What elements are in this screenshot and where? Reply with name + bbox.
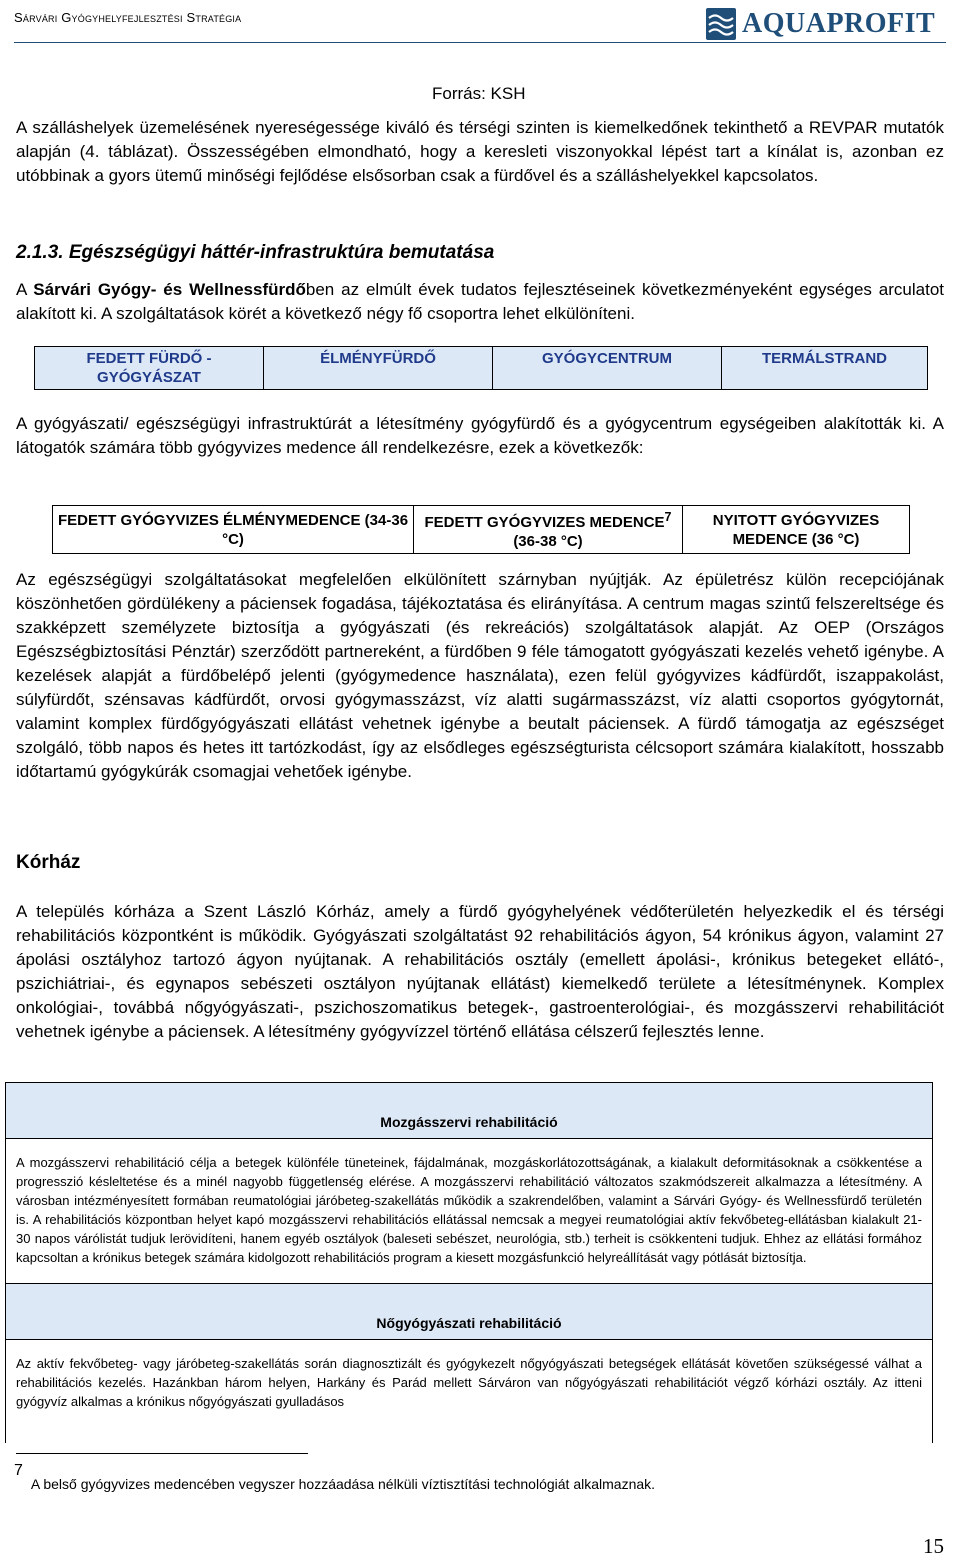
pool-cell bbox=[414, 506, 683, 554]
aquaprofit-logo bbox=[706, 4, 946, 44]
box-section-text: A mozgásszervi rehabilitáció célja a betegek különféle tüneteinek, fájdalmának, mozgáskorlátozottságának, a kialakult deformitásoknak a csökkentése a progresszió késleltetése és a minél nagyobb függetlenség elérése. A mozgásszervi rehabilitáció változatos szakmódszereit alkalmazza a létesítmény. A városban intézményesített formában reumatológiai járóbeteg-szakellátás működik a szakrendelőben, valamint a Sárvári Gyógy- és Wellnessfürdő területén is. A rehabilitációs központban helyet kapó mozgásszervi rehabilitációs ellátással nemcsak a megyei reumatológiai aktív fekvőbeteg-ellátásban kialakult 21-30 napos várólistát tudjuk lerövidíteni, hanem egyéb osztályok (baleseti sebészet, neurológia, stb.) terheit is csökkenteni tudjuk. Ehhez az ellátási formához kapcsoltan a krónikus betegek számára kidolgozott rehabilitációs program a kiesett mozgásfunkció helyreállítását vagy pótlását biztosítja. bbox=[6, 1139, 932, 1284]
footnote bbox=[14, 1462, 656, 1492]
box-section-title: Nőgyógyászati rehabilitáció bbox=[6, 1284, 932, 1340]
pool-name: FEDETT GYÓGYVIZES MEDENCE bbox=[424, 514, 665, 531]
hospital-heading: Kórház bbox=[16, 852, 81, 873]
paragraph-pools-intro: A gyógyászati/ egészségügyi infrastruktúrát a létesítmény gyógyfürdő és a gyógycentrum egységeiben alakították ki. A látogatók számára több gyógyvizes medence áll rendelkezésre, ezek a következők: bbox=[16, 414, 944, 457]
category-cell: ÉLMÉNYFÜRDŐ bbox=[264, 347, 493, 390]
footnote-number: 7 bbox=[14, 1462, 23, 1479]
category-cell: GYÓGYCENTRUM bbox=[493, 347, 722, 390]
box-section-text: Az aktív fekvőbeteg- vagy járóbeteg-szakellátás során diagnosztizált és gyógykezelt nőgyógyászati betegségek ellátását követően szükségessé válhat a rehabilitációs kezelés. Hazánkban három helyen, Harkány és Parád mellett Sárváron van nőgyógyászati rehabilitációt végző kórházi osztály. Az itteni gyógyvíz alkalmas a krónikus nőgyógyászati gyulladásos bbox=[16, 1356, 922, 1409]
paragraph-hospital: A település kórháza a Szent László Kórház, amely a fürdő gyógyhelyének védőterületén helyezkedik el és térségi rehabilitációs központként is működik. Gyógyászati szolgáltatást 92 rehabilitációs ágyon, 54 krónikus ágyon, valamint 27 ápolási osztályhoz tartozó ágyon nyújtanak. A rehabilitációs osztály (emellett ápolási-, krónikus betegeket ellátó-, pszichiátriai-, és egynapos sebészeti osztályon nyújtanak ellátást) kiemelkedő területe a létesítménynek. Komplex onkológiai-, továbbá nőgyógyászati-, pszichoszomatikus betegek-, gastroenterológiai-, és mozgásszervi rehabilitációt vehetnek igénybe a páciensek. A létesítmény gyógyvízzel történő ellátása célszerű fejlesztés lenne. bbox=[16, 902, 944, 1041]
paragraph-text: ben az elmúlt évek tudatos fejlesztéseinek következményeként egységes arculatot alakított ki. A szolgáltatások körét a következő négy fő csoportra lehet elkülöníteni. bbox=[16, 280, 944, 323]
footnote-ref: 7 bbox=[664, 510, 672, 524]
paragraph-revpar: A szálláshelyek üzemelésének nyereségessége kiváló és térségi szinten is kiemelkedőnek tekinthető a REVPAR mutatók alapján (4. táblázat). Összességében elmondható, hogy a keresleti viszonyokkal lépést tart a kínálat is, azonban ez utóbbinak a gyors ütemű minőségi fejlődése elsősorban csak a fürdővel és a szálláshelyekkel kapcsolatos. bbox=[16, 118, 944, 185]
category-cell: FEDETT FÜRDŐ - GYÓGYÁSZAT bbox=[35, 347, 264, 390]
pool-cell: FEDETT GYÓGYVIZES ÉLMÉNYMEDENCE (34-36 °C) bbox=[53, 506, 414, 554]
category-cell: TERMÁLSTRAND bbox=[722, 347, 928, 390]
page-number: 15 bbox=[923, 1534, 944, 1558]
paragraph-text: A bbox=[16, 280, 34, 299]
pools-table bbox=[52, 505, 910, 554]
paragraph-wellness bbox=[16, 278, 944, 326]
service-category-table bbox=[34, 346, 928, 390]
logo-text: AQUAPROFIT bbox=[742, 8, 936, 39]
document-header-title: Sárvári Gyógyhelyfejlesztési Stratégia bbox=[14, 10, 242, 25]
rehabilitation-box bbox=[5, 1082, 933, 1443]
spa-name: Sárvári Gyógy- és Wellnessfürdő bbox=[33, 280, 306, 299]
pool-temp: (36-38 °C) bbox=[513, 533, 583, 550]
pool-cell: NYITOTT GYÓGYVIZES MEDENCE (36 °C) bbox=[683, 506, 910, 554]
logo-wave-icon bbox=[706, 8, 736, 40]
paragraph-services: Az egészségügyi szolgáltatásokat megfelelően elkülönített szárnyban nyújtják. Az épületrész külön recepciójának köszönhetően gördülékeny a páciensek fogadása, tájékoztatása és elirányítása. A centrum magas szintű felszereltsége és szakképzett személyzete biztosítja a gyógyászati (és rekreációs) szolgáltatások alapját. Az OEP (Országos Egészségbiztosítási Pénztár) szerződött partnereként, a fürdőben 9 féle támogatott gyógyászati kezelés vehető igénybe. A kezelések alapját a fürdőbelépő jelenti (gyógymedence használata), ezen felül gyógyvizes kádfürdőt, iszappakolást, súlyfürdőt, szénsavas kádfürdőt, orvosi gyógymasszázst, víz alatti sugármasszázst, víz alatti csoportos gyógytornát, valamint komplex fürdőgyógyászati ellátást vehetnek igénybe a beutalt páciensek. A fürdő támogatja az egészséget szolgáló, több napos és hetes itt tartózkodást, így az elsődleges egészségturista célcsoport számára kialakított, hosszabb időtartamú gyógykúrák csomagjai vehetőek igénybe. bbox=[16, 570, 944, 781]
source-note: Forrás: KSH bbox=[432, 84, 526, 103]
footnote-text: A belső gyógyvizes medencében vegyszer hozzáadása nélküli víztisztítási technológiát alkalmaznak. bbox=[30, 1476, 656, 1492]
section-heading: 2.1.3. Egészségügyi háttér-infrastruktúra bemutatása bbox=[16, 242, 495, 263]
box-section-title: Mozgásszervi rehabilitáció bbox=[6, 1083, 932, 1139]
footnote-divider bbox=[16, 1453, 308, 1454]
header-divider bbox=[14, 42, 946, 43]
